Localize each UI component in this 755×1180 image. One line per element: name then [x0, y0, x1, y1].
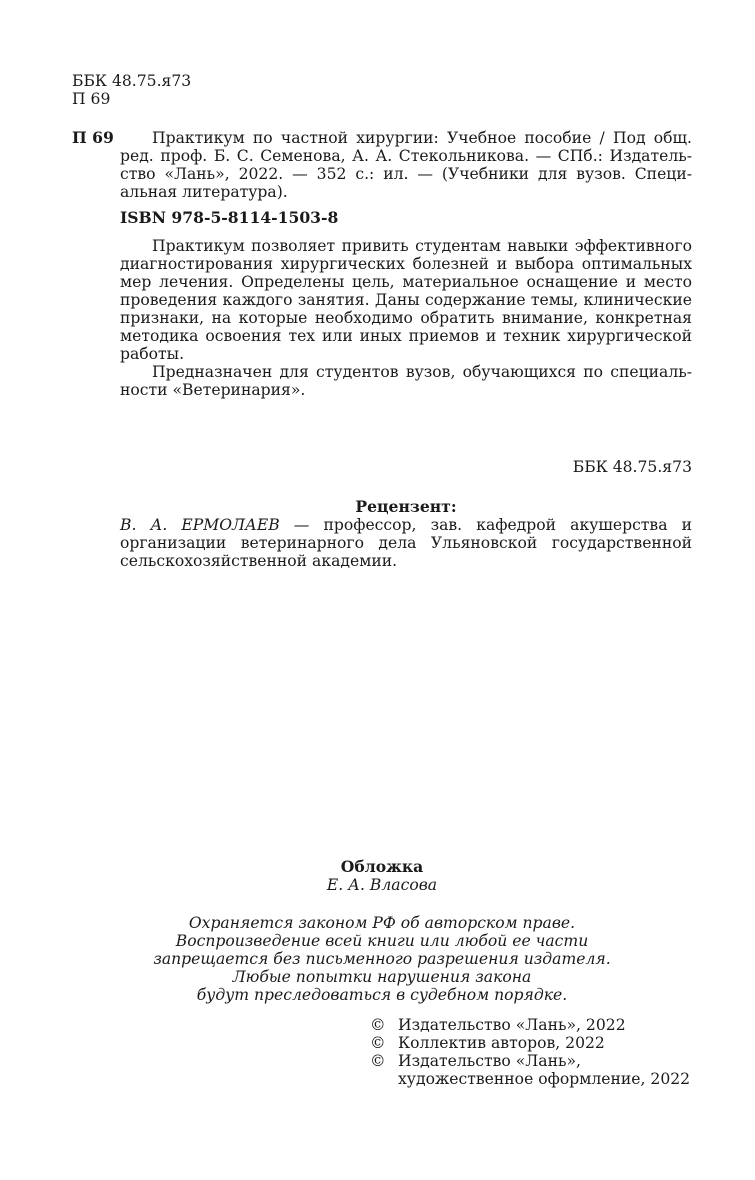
annotation-line: признаки, на которые необходимо обратить внимание, конкретная — [120, 309, 692, 327]
reviewer-heading: Рецензент: — [355, 497, 457, 516]
copyright-list — [370, 1016, 690, 1088]
reviewer-line — [120, 516, 692, 534]
annotation-line: диагностирования хирургических болезней и выбора оптимальных — [120, 255, 692, 273]
reviewer-line: сельскохозяйственной академии. — [120, 552, 398, 570]
copyright-icon: © — [370, 1034, 386, 1052]
bbk-code: ББК 48.75.я73 — [72, 72, 192, 90]
annotation — [120, 237, 692, 399]
biblio-line: ред. проф. Б. С. Семенова, А. А. Стекольникова. — СПб.: Издатель- — [120, 147, 692, 165]
notice-line: Воспроизведение всей книги или любой ее части — [175, 932, 589, 950]
cover-heading: Обложка — [340, 857, 424, 876]
biblio-line: альная литература). — [120, 183, 288, 201]
copyright-item — [370, 1016, 690, 1034]
annotation-line: методика освоения тех или иных приемов и техник хирургической — [120, 327, 692, 345]
catalog-codes — [72, 72, 191, 108]
reviewer-position: — профессор, зав. кафедрой акушерства и — [279, 516, 693, 534]
copyright-text: Коллектив авторов, 2022 — [398, 1034, 605, 1052]
annotation-line: Практикум позволяет привить студентам навыки эффективного — [152, 237, 692, 255]
biblio-line: Практикум по частной хирургии: Учебное пособие / Под общ. — [152, 129, 692, 147]
cover-designer: Е. А. Власова — [326, 876, 438, 894]
annotation-line: Предназначен для студентов вузов, обучающихся по специаль- — [152, 363, 692, 381]
notice-line: Охраняется законом РФ об авторском праве. — [188, 914, 576, 932]
author-mark: П 69 — [72, 90, 111, 108]
reviewer-name: В. А. ЕРМОЛАЕВ — [120, 516, 280, 534]
reviewer-block — [120, 498, 692, 570]
annotation-line: ности «Ветеринария». — [120, 381, 306, 399]
annotation-line: работы. — [120, 345, 185, 363]
copyright-text — [398, 1052, 690, 1088]
copyright-item — [370, 1052, 690, 1088]
copyright-text-line: художественное оформление, 2022 — [398, 1070, 691, 1088]
cover-credit — [72, 858, 692, 894]
notice-line: будут преследоваться в судебном порядке. — [196, 986, 568, 1004]
copyright-item — [370, 1034, 690, 1052]
copyright-text: Издательство «Лань», 2022 — [398, 1016, 626, 1034]
reviewer-line: организации ветеринарного дела Ульяновской государственной — [120, 534, 692, 552]
isbn: ISBN 978-5-8114-1503-8 — [120, 208, 339, 227]
bibliographic-description — [120, 129, 692, 201]
bbk-code-right: ББК 48.75.я73 — [572, 458, 692, 476]
annotation-line: проведения каждого занятия. Даны содержание темы, клинические — [120, 291, 692, 309]
copyright-text-line: Издательство «Лань», — [398, 1052, 581, 1070]
copyright-notice — [72, 914, 692, 1004]
notice-line: Любые попытки нарушения закона — [232, 968, 532, 986]
annotation-line: мер лечения. Определены цель, материальное оснащение и место — [120, 273, 692, 291]
biblio-code: П 69 — [72, 128, 114, 147]
biblio-line: ство «Лань», 2022. — 352 с.: ил. — (Учебники для вузов. Специ- — [120, 165, 692, 183]
notice-line: запрещается без письменного разрешения издателя. — [153, 950, 611, 968]
copyright-icon: © — [370, 1016, 386, 1034]
copyright-icon: © — [370, 1052, 386, 1070]
